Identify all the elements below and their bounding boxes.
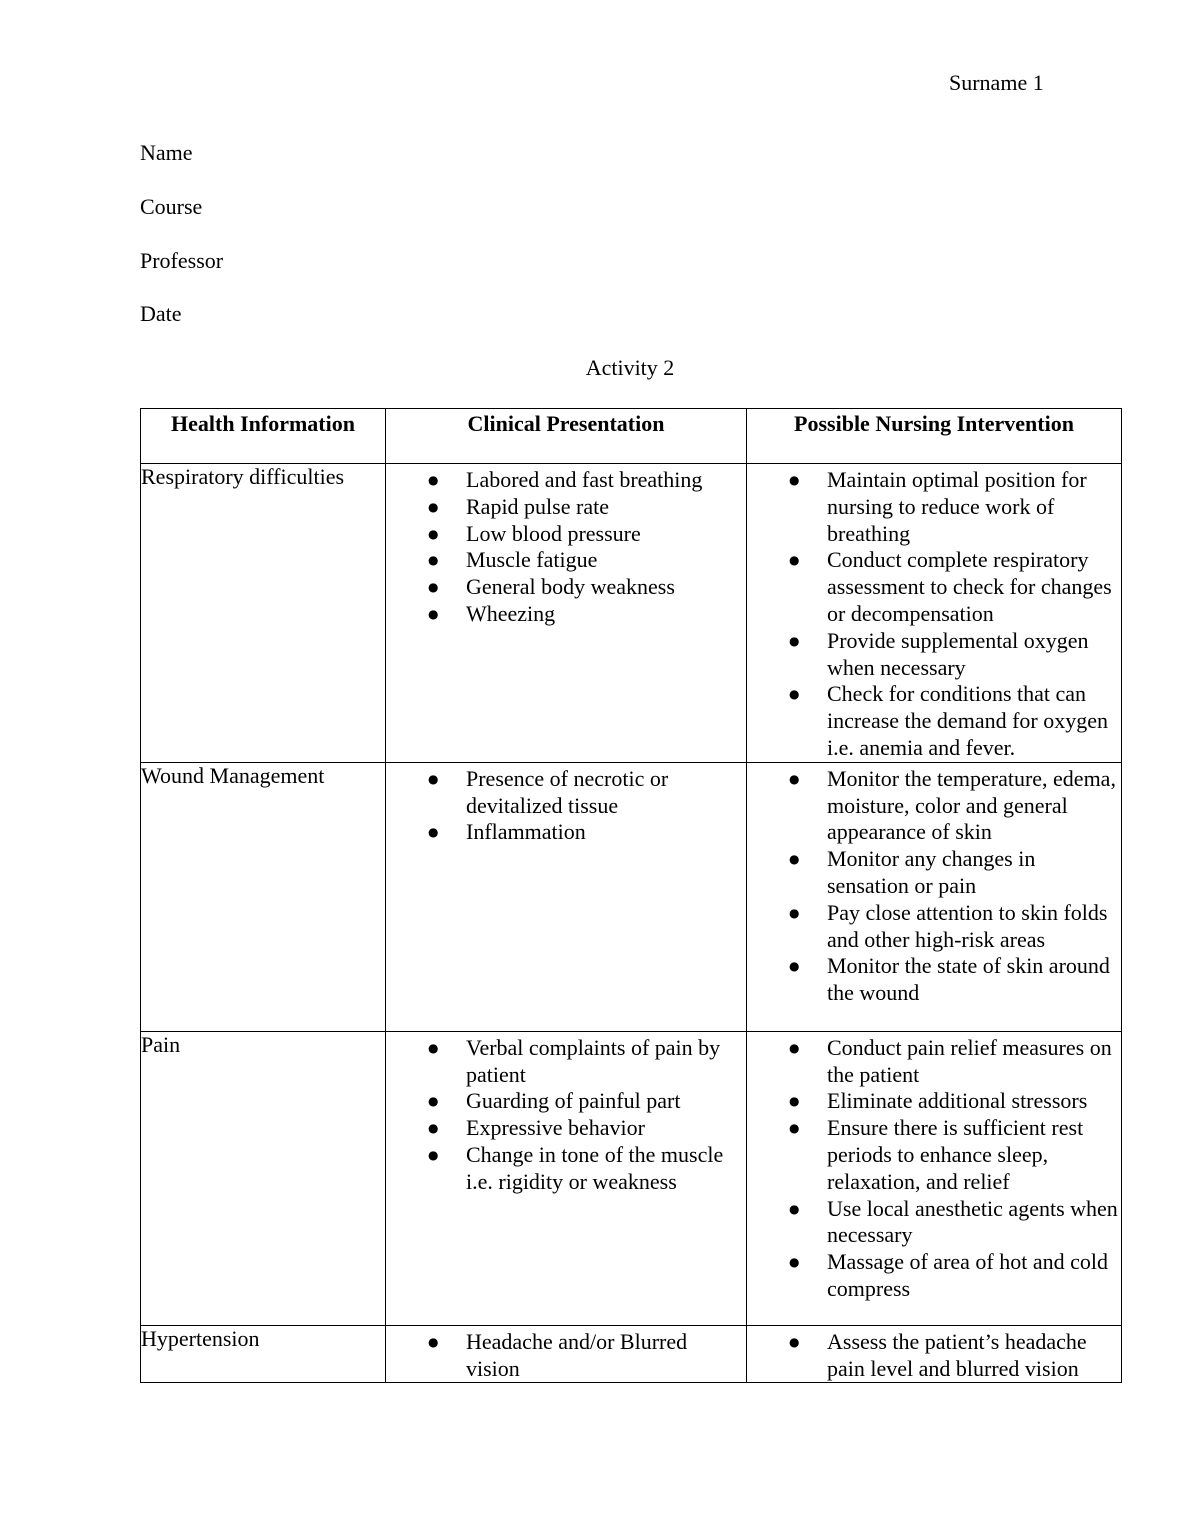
list-item: ● Muscle fatigue [386,547,746,574]
meta-course: Course [140,194,203,219]
health-info-cell: Wound Management [141,762,386,1031]
list-item: ● Guarding of painful part [386,1088,746,1115]
presentation-list [386,763,746,846]
list-item: ● Verbal complaints of pain by patient [386,1035,746,1089]
list-item: ● Massage of area of hot and cold compress [747,1249,1121,1303]
presentation-list [386,464,746,628]
list-item: ● Conduct complete respiratory assessment to check for changes or decompensation [747,547,1121,627]
list-item: ● Presence of necrotic or devitalized tissue [386,766,746,820]
list-item: ● Provide supplemental oxygen when necessary [747,628,1121,682]
nursing-care-table [140,408,1122,1383]
intervention-list [747,464,1121,762]
list-item: ● Wheezing [386,601,746,628]
list-item: ● Conduct pain relief measures on the patient [747,1035,1121,1089]
list-item: ● Eliminate additional stressors [747,1088,1121,1115]
presentation-cell [386,464,747,763]
column-header-health-information: Health Information [141,409,386,464]
list-item: ● Assess the patient’s headache pain level and blurred vision [747,1329,1121,1383]
meta-date: Date [140,301,182,326]
list-item: ● Monitor the temperature, edema, moisture, color and general appearance of skin [747,766,1121,846]
list-item: ● Check for conditions that can increase the demand for oxygen i.e. anemia and fever. [747,681,1121,761]
list-item: ● General body weakness [386,574,746,601]
list-item: ● Labored and fast breathing [386,467,746,494]
list-item: ● Expressive behavior [386,1115,746,1142]
presentation-cell [386,762,747,1031]
list-item: ● Headache and/or Blurred vision [386,1329,746,1383]
table-row [141,1031,1122,1325]
list-item: ● Rapid pulse rate [386,494,746,521]
health-info-cell: Respiratory difficulties [141,464,386,763]
intervention-list [747,763,1121,1007]
presentation-list [386,1032,746,1196]
list-item: ● Monitor any changes in sensation or pain [747,846,1121,900]
table-row [141,762,1122,1031]
intervention-cell [747,1031,1122,1325]
list-item: ● Use local anesthetic agents when necessary [747,1196,1121,1250]
table-row [141,1325,1122,1383]
column-header-nursing-intervention: Possible Nursing Intervention [747,409,1122,464]
list-item: ● Change in tone of the muscle i.e. rigidity or weakness [386,1142,746,1196]
list-item: ● Monitor the state of skin around the wound [747,953,1121,1007]
list-item: ● Low blood pressure [386,521,746,548]
presentation-cell [386,1031,747,1325]
intervention-cell [747,464,1122,763]
intervention-list [747,1032,1121,1303]
intervention-list [747,1326,1121,1383]
health-info-cell: Pain [141,1031,386,1325]
health-info-cell: Hypertension [141,1325,386,1383]
list-item: ● Pay close attention to skin folds and other high-risk areas [747,900,1121,954]
document-title: Activity 2 [585,355,675,380]
list-item: ● Inflammation [386,819,746,846]
presentation-cell [386,1325,747,1383]
presentation-list [386,1326,746,1383]
list-item: ● Maintain optimal position for nursing to reduce work of breathing [747,467,1121,547]
table-header-row [141,409,1122,464]
running-head: Surname 1 [949,70,1044,95]
meta-name: Name [140,140,193,165]
intervention-cell [747,1325,1122,1383]
list-item: ● Ensure there is sufficient rest periods to enhance sleep, relaxation, and relief [747,1115,1121,1195]
intervention-cell [747,762,1122,1031]
meta-professor: Professor [140,248,224,273]
table-row [141,464,1122,763]
column-header-clinical-presentation: Clinical Presentation [386,409,747,464]
